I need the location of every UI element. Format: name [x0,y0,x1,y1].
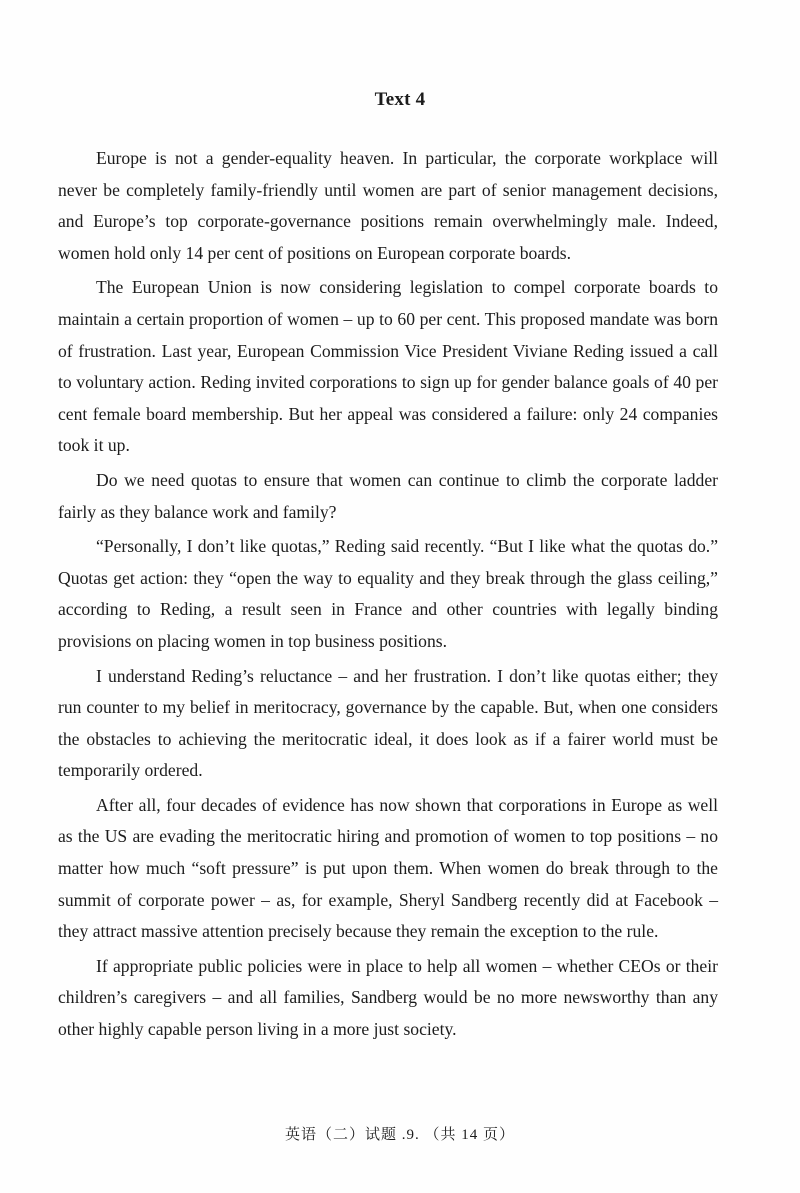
paragraph-6: After all, four decades of evidence has now shown that corporations in Europe as well as the US are evading the meritocratic hiring and promotion of women to top positions – no matter how much “soft pressure” is put upon them. When women do break through to the summit of corporate power – as, for example, Sheryl Sandberg recently did at Facebook – they attract massive attention precisely because they remain the exception to the rule. [58,794,718,942]
paragraph-7: If appropriate public policies were in place to help all women – whether CEOs or their children’s caregivers – and all families, Sandberg would be no more newsworthy than any other highly capable person living in a more just society. [58,955,718,1040]
paragraph-2: The European Union is now considering legislation to compel corporate boards to maintain a certain proportion of women – up to 60 per cent. This proposed mandate was born of frustration. Last year, European Commission Vice President Viviane Reding issued a call to voluntary action. Reding invited corporations to sign up for gender balance goals of 40 per cent female board membership. But her appeal was considered a failure: only 24 companies took it up. [58,277,718,456]
paragraph-4: “Personally, I don’t like quotas,” Reding said recently. “But I like what the quotas do.” Quotas get action: they “open the way to equality and they break through the glass ceiling,” according to Reding, a result seen in France and other countries with legally binding provisions on placing women in top business positions. [58,536,718,651]
passage-body [58,143,718,1049]
paragraph-3: Do we need quotas to ensure that women can continue to climb the corporate ladder fairly as they balance work and family? [58,469,718,522]
paragraph-5: I understand Reding’s reluctance – and her frustration. I don’t like quotas either; they run counter to my belief in meritocracy, governance by the capable. But, when one considers the obstacles to achieving the meritocratic ideal, it does look as if a fairer world must be temporarily ordered. [58,665,718,781]
text-title: Text 4 [374,89,426,110]
page-footer: 英语（二）试题 .9. （共 14 页） [284,1127,515,1143]
paragraph-1: Europe is not a gender-equality heaven. In particular, the corporate workplace will never be completely family-friendly until women are part of senior management decisions, and Europe’s top corporate-governance positions remain overwhelmingly male. Indeed, women hold only 14 per cent of positions on European corporate boards. [58,148,718,263]
